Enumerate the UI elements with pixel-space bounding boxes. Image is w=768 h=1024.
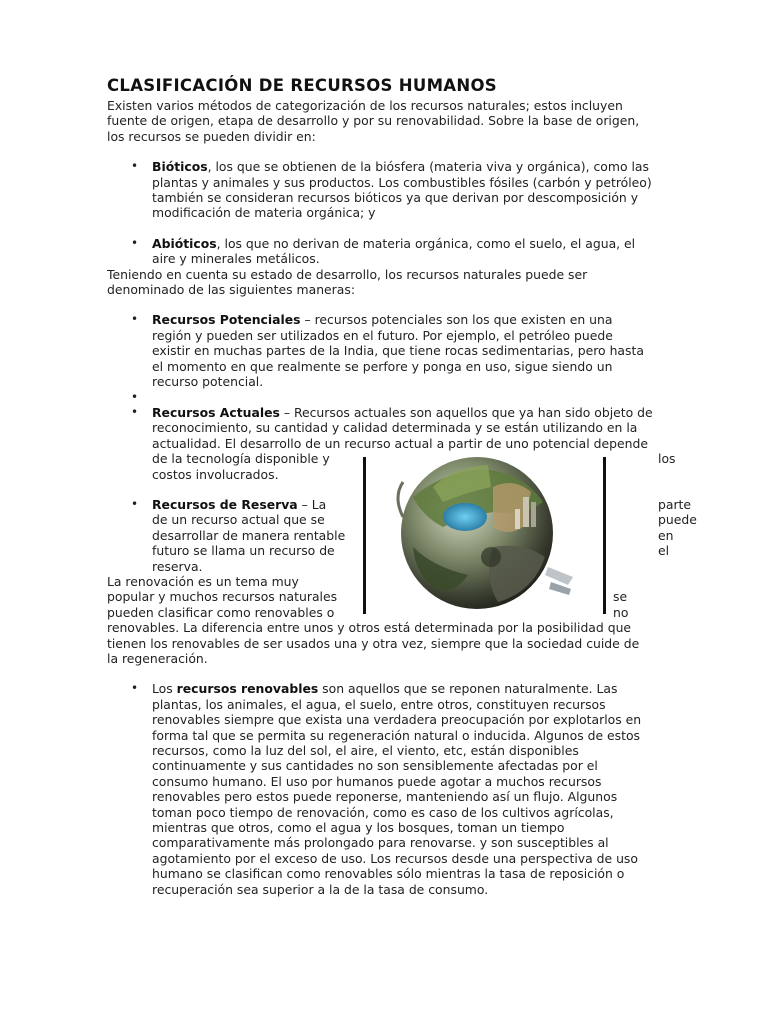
intro-line: Existen varios métodos de categorización de los recursos naturales; estos incluyen — [107, 98, 623, 113]
list-item-renovables: • Los recursos renovables son aquellos que se reponen naturalmente. Las plantas, los animales, el agua, el suelo, entre otros, constituyen recursos renovables siempre que exista una verdadera preocupación por explotarlos en forma tal que se permita su regeneración natural o inducida. Algunos de estos recursos, como la luz del sol, el aire, el viento, etc, están disponibles continuamente y sus cantidades no son sensiblemente afectadas por el consumo humano. El uso por humanos puede agotar a muchos recursos renovables pero estos puede reponerse, manteniendo así un flujo. Algunos toman poco tiempo de renovación, como es caso de los cultivos agrícolas, mientras que otros, como el agua y los bosques, toman un tiempo comparativamente más prolongado para renovarse. y son susceptibles al agotamiento por el exceso de uso. Los recursos desde una perspectiva de uso humano se clasifican como renovables sólo mientras la tasa de reposición o recuperación sea superior a la de la tasa de consumo. — [131, 681, 642, 897]
origin-list — [107, 159, 667, 266]
term-potenciales: Recursos Potenciales — [152, 312, 301, 328]
bullet: • — [131, 159, 139, 174]
bullet: • — [131, 235, 139, 250]
list-item-reserva: • Recursos de Reserva – La parte de un recurso actual que se puede desarrollar de manera rentable en el futuro se llama un recurso de reserva. — [131, 496, 697, 574]
list-item-bioticos: • Bióticos, los que se obtienen de la biósfera (materia viva y orgánica), como las plantas y animales y sus productos. Los combustibles fósiles (carbón y petróleo) también se consideran recursos bióticos ya que derivan por descomposición y modificación de materia orgánica; y — [131, 159, 652, 221]
page-title: CLASIFICACIÓN DE RECURSOS HUMANOS — [107, 76, 497, 95]
figure-border-left — [363, 457, 366, 614]
renovables-list — [107, 681, 667, 897]
intro-line: los recursos se pueden dividir en: — [107, 128, 316, 144]
term-bioticos: Bióticos — [152, 159, 208, 175]
bullet: • — [131, 681, 139, 696]
term-renovables: recursos renovables — [176, 681, 319, 697]
globe-icon — [373, 457, 595, 614]
intro-line: fuente de origen, etapa de desarrollo y por su renovabilidad. Sobre la base de origen, — [107, 113, 640, 129]
intro-paragraph — [107, 98, 667, 144]
bullet: • — [131, 312, 139, 327]
globe-illustration — [363, 457, 606, 614]
term-actuales: Recursos Actuales — [152, 404, 280, 420]
bullet: • — [131, 496, 139, 511]
development-paragraph: Teniendo en cuenta su estado de desarrollo, los recursos naturales puede ser denominado de las siguientes maneras: — [107, 266, 588, 298]
bullet: • — [131, 404, 139, 419]
list-item-abioticos: • Abióticos, los que no derivan de materia orgánica, como el suelo, el agua, el aire y minerales metálicos. — [131, 235, 636, 267]
bullet: • — [131, 389, 139, 404]
list-item-potenciales: • Recursos Potenciales – recursos potenciales son los que existen en una región y pueden ser utilizados en el futuro. Por ejemplo, el petróleo puede existir en muchas partes de la India, que tiene rocas sedimentarias, pero hasta el momento en que realmente se perfore y ponga en uso, sigue siendo un recurso potencial. — [131, 312, 644, 390]
figure-border-right — [603, 457, 606, 614]
list-item-actuales: • Recursos Actuales – Recursos actuales son aquellos que ya han sido objeto de reconocimiento, su cantidad y calidad determinada y se están utilizando en la actualidad. El desarrollo de un recurso actual a partir de uno potencial depende de la tecnología disponible y los costos involucrados. — [131, 404, 676, 482]
term-abioticos: Abióticos — [152, 235, 217, 251]
list-item-empty — [107, 390, 667, 405]
renovacion-paragraph: La renovación es un tema muy popular y muchos recursos naturales se pueden clasificar como renovables o no renovables. La diferencia entre unos y otros está determinada por la posibilidad que tienen los renovables de ser usados una y otra vez, siempre que la sociedad cuide de la regeneración. — [107, 573, 640, 666]
term-reserva: Recursos de Reserva — [152, 496, 298, 512]
